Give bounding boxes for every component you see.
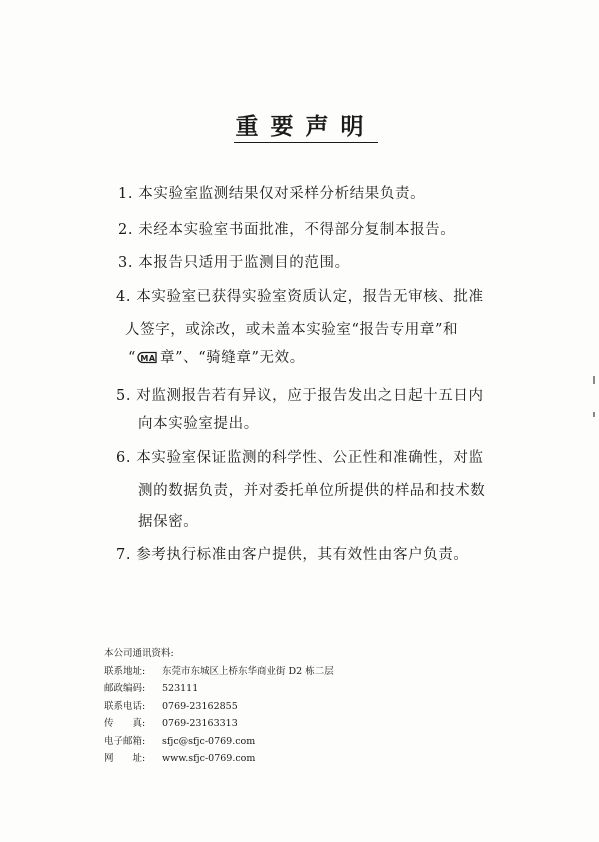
- list-item: 4. 本实验室已获得实验室资质认定，报告无审核、批准: [116, 289, 484, 305]
- list-item-continuation: 据保密。: [138, 514, 199, 530]
- contact-row: 联系地址: 东莞市东城区上桥东华商业街 D2 栋二层: [104, 665, 334, 677]
- list-item-continuation: 向本实验室提出。: [138, 416, 259, 432]
- list-item-continuation: “ MA 章”、“骑缝章”无效。: [128, 350, 305, 366]
- list-item: 5. 对监测报告若有异议，应于报告发出之日起十五日内: [116, 388, 484, 404]
- contact-row: 联系电话: 0769-23162855: [104, 700, 238, 712]
- contact-row: 电子邮箱: sfjc@sfjc-0769.com: [104, 735, 256, 747]
- list-item: 7. 参考执行标准由客户提供，其有效性由客户负责。: [116, 547, 469, 563]
- scan-edge-mark: [593, 412, 595, 417]
- contact-row: 传 真: 0769-23163313: [104, 718, 238, 729]
- contact-row: 网 址: www.sfjc-0769.com: [104, 753, 256, 764]
- cma-mark-text: MA: [140, 354, 156, 363]
- list-item: 6. 本实验室保证监测的科学性、公正性和准确性，对监: [116, 450, 484, 466]
- list-item: 3. 本报告只适用于监测目的范围。: [118, 255, 350, 271]
- list-item: 2. 未经本实验室书面批准，不得部分复制本报告。: [118, 222, 456, 238]
- page-title: 重要声明: [0, 108, 599, 141]
- company-contact-info: [104, 645, 334, 768]
- cma-mark-icon: [136, 351, 158, 364]
- list-item-continuation: 测的数据负责，并对委托单位所提供的样品和技术数: [138, 483, 486, 499]
- list-item-continuation: 人签字，或涂改，或未盖本实验室“报告专用章”和: [125, 322, 459, 338]
- contact-row: 邮政编码: 523111: [104, 683, 199, 694]
- scan-edge-mark: [593, 376, 595, 384]
- contact-heading: 本公司通讯资料:: [104, 648, 174, 659]
- list-item: 1. 本实验室监测结果仅对采样分析结果负责。: [118, 186, 426, 202]
